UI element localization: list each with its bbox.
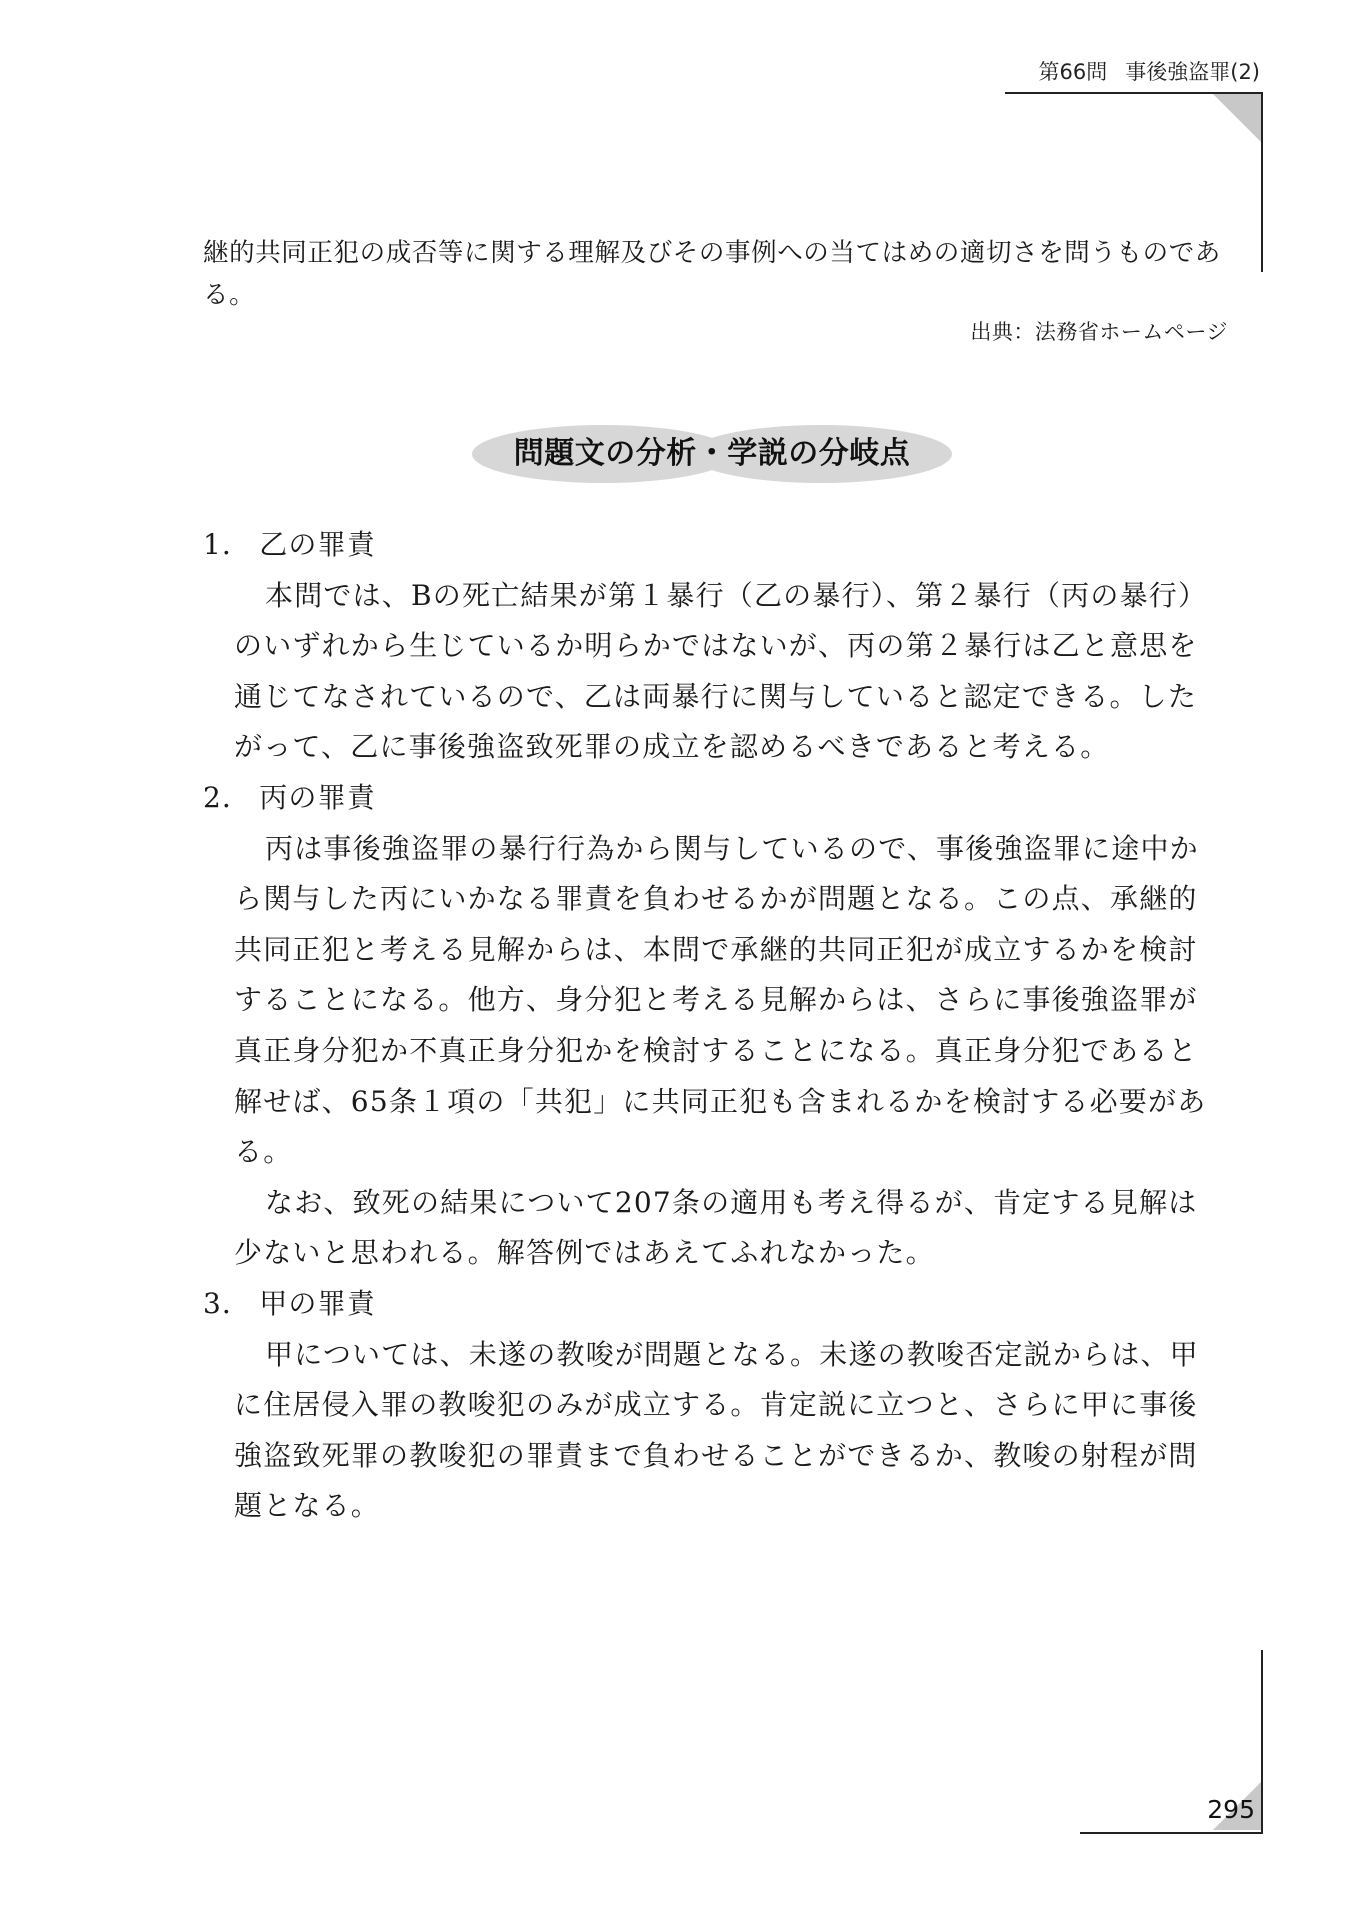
section-heading-title: 問題文の分析・学説の分岐点 — [513, 436, 911, 471]
running-head — [1039, 56, 1260, 86]
problem-number: 第66問 — [1038, 60, 1108, 84]
problem-title: 事後強盗罪(2) — [1125, 60, 1260, 84]
section-heading — [472, 422, 952, 486]
item-title: 丙の罪責 — [259, 780, 377, 814]
source-citation: 出典：法務省ホームページ — [970, 320, 1228, 344]
page-number: 295 — [1207, 1795, 1255, 1824]
item-paragraph: 本問では、Bの死亡結果が第１暴行（乙の暴行）、第２暴行（丙の暴行）のいずれから生じているか明らかではないが、丙の第２暴行は乙と意思を通じてなされているので、乙は両暴行に関与していると認定できる。したがって、乙に事後強盗致死罪の成立を認めるべきであると考える。 — [234, 578, 1208, 764]
item-title: 乙の罪責 — [259, 528, 377, 561]
analysis-body — [203, 520, 1223, 1532]
item-title: 甲の罪責 — [259, 1286, 377, 1320]
margin-rule-bottom — [1261, 1650, 1263, 1834]
item-number: 2． — [203, 780, 252, 814]
item-paragraph: なお、致死の結果について207条の適用も考え得るが、肯定する見解は少ないと思われる。解答例ではあえてふれなかった。 — [234, 1185, 1198, 1270]
item-paragraph: 甲については、未遂の教唆が問題となる。未遂の教唆否定説からは、甲に住居侵入罪の教唆犯のみが成立する。肯定説に立つと、さらに甲に事後強盗致死罪の教唆犯の罪責まで負わせることができるか、教唆の射程が問題となる。 — [234, 1337, 1199, 1523]
margin-rule-top — [1261, 92, 1263, 272]
item-kou — [203, 1279, 1223, 1532]
item-heading — [203, 520, 1223, 571]
item-heading — [203, 773, 1223, 824]
item-number: 1． — [203, 528, 252, 561]
item-paragraph: 丙は事後強盗罪の暴行行為から関与しているので、事後強盗罪に途中から関与した丙にいかなる罪責を負わせるかが問題となる。この点、承継的共同正犯と考える見解からは、本問で承継的共同正犯が成立するかを検討することになる。他方、身分犯と考える見解からは、さらに事後強盗罪が真正身分犯か不真正身分犯かを検討することになる。真正身分犯であると解せば、65条１項の「共犯」に共同正犯も含まれるかを検討する必要がある。 — [234, 831, 1207, 1169]
footer-rule — [1080, 1832, 1263, 1834]
item-number: 3． — [203, 1286, 252, 1320]
item-heading — [203, 1279, 1223, 1330]
item-hei — [203, 773, 1223, 1279]
intro-paragraph: 継的共同正犯の成否等に関する理解及びその事例への当てはめの適切さを問うものである。 — [203, 238, 1221, 310]
item-otsu — [203, 520, 1223, 773]
corner-triangle-top — [1213, 94, 1261, 142]
